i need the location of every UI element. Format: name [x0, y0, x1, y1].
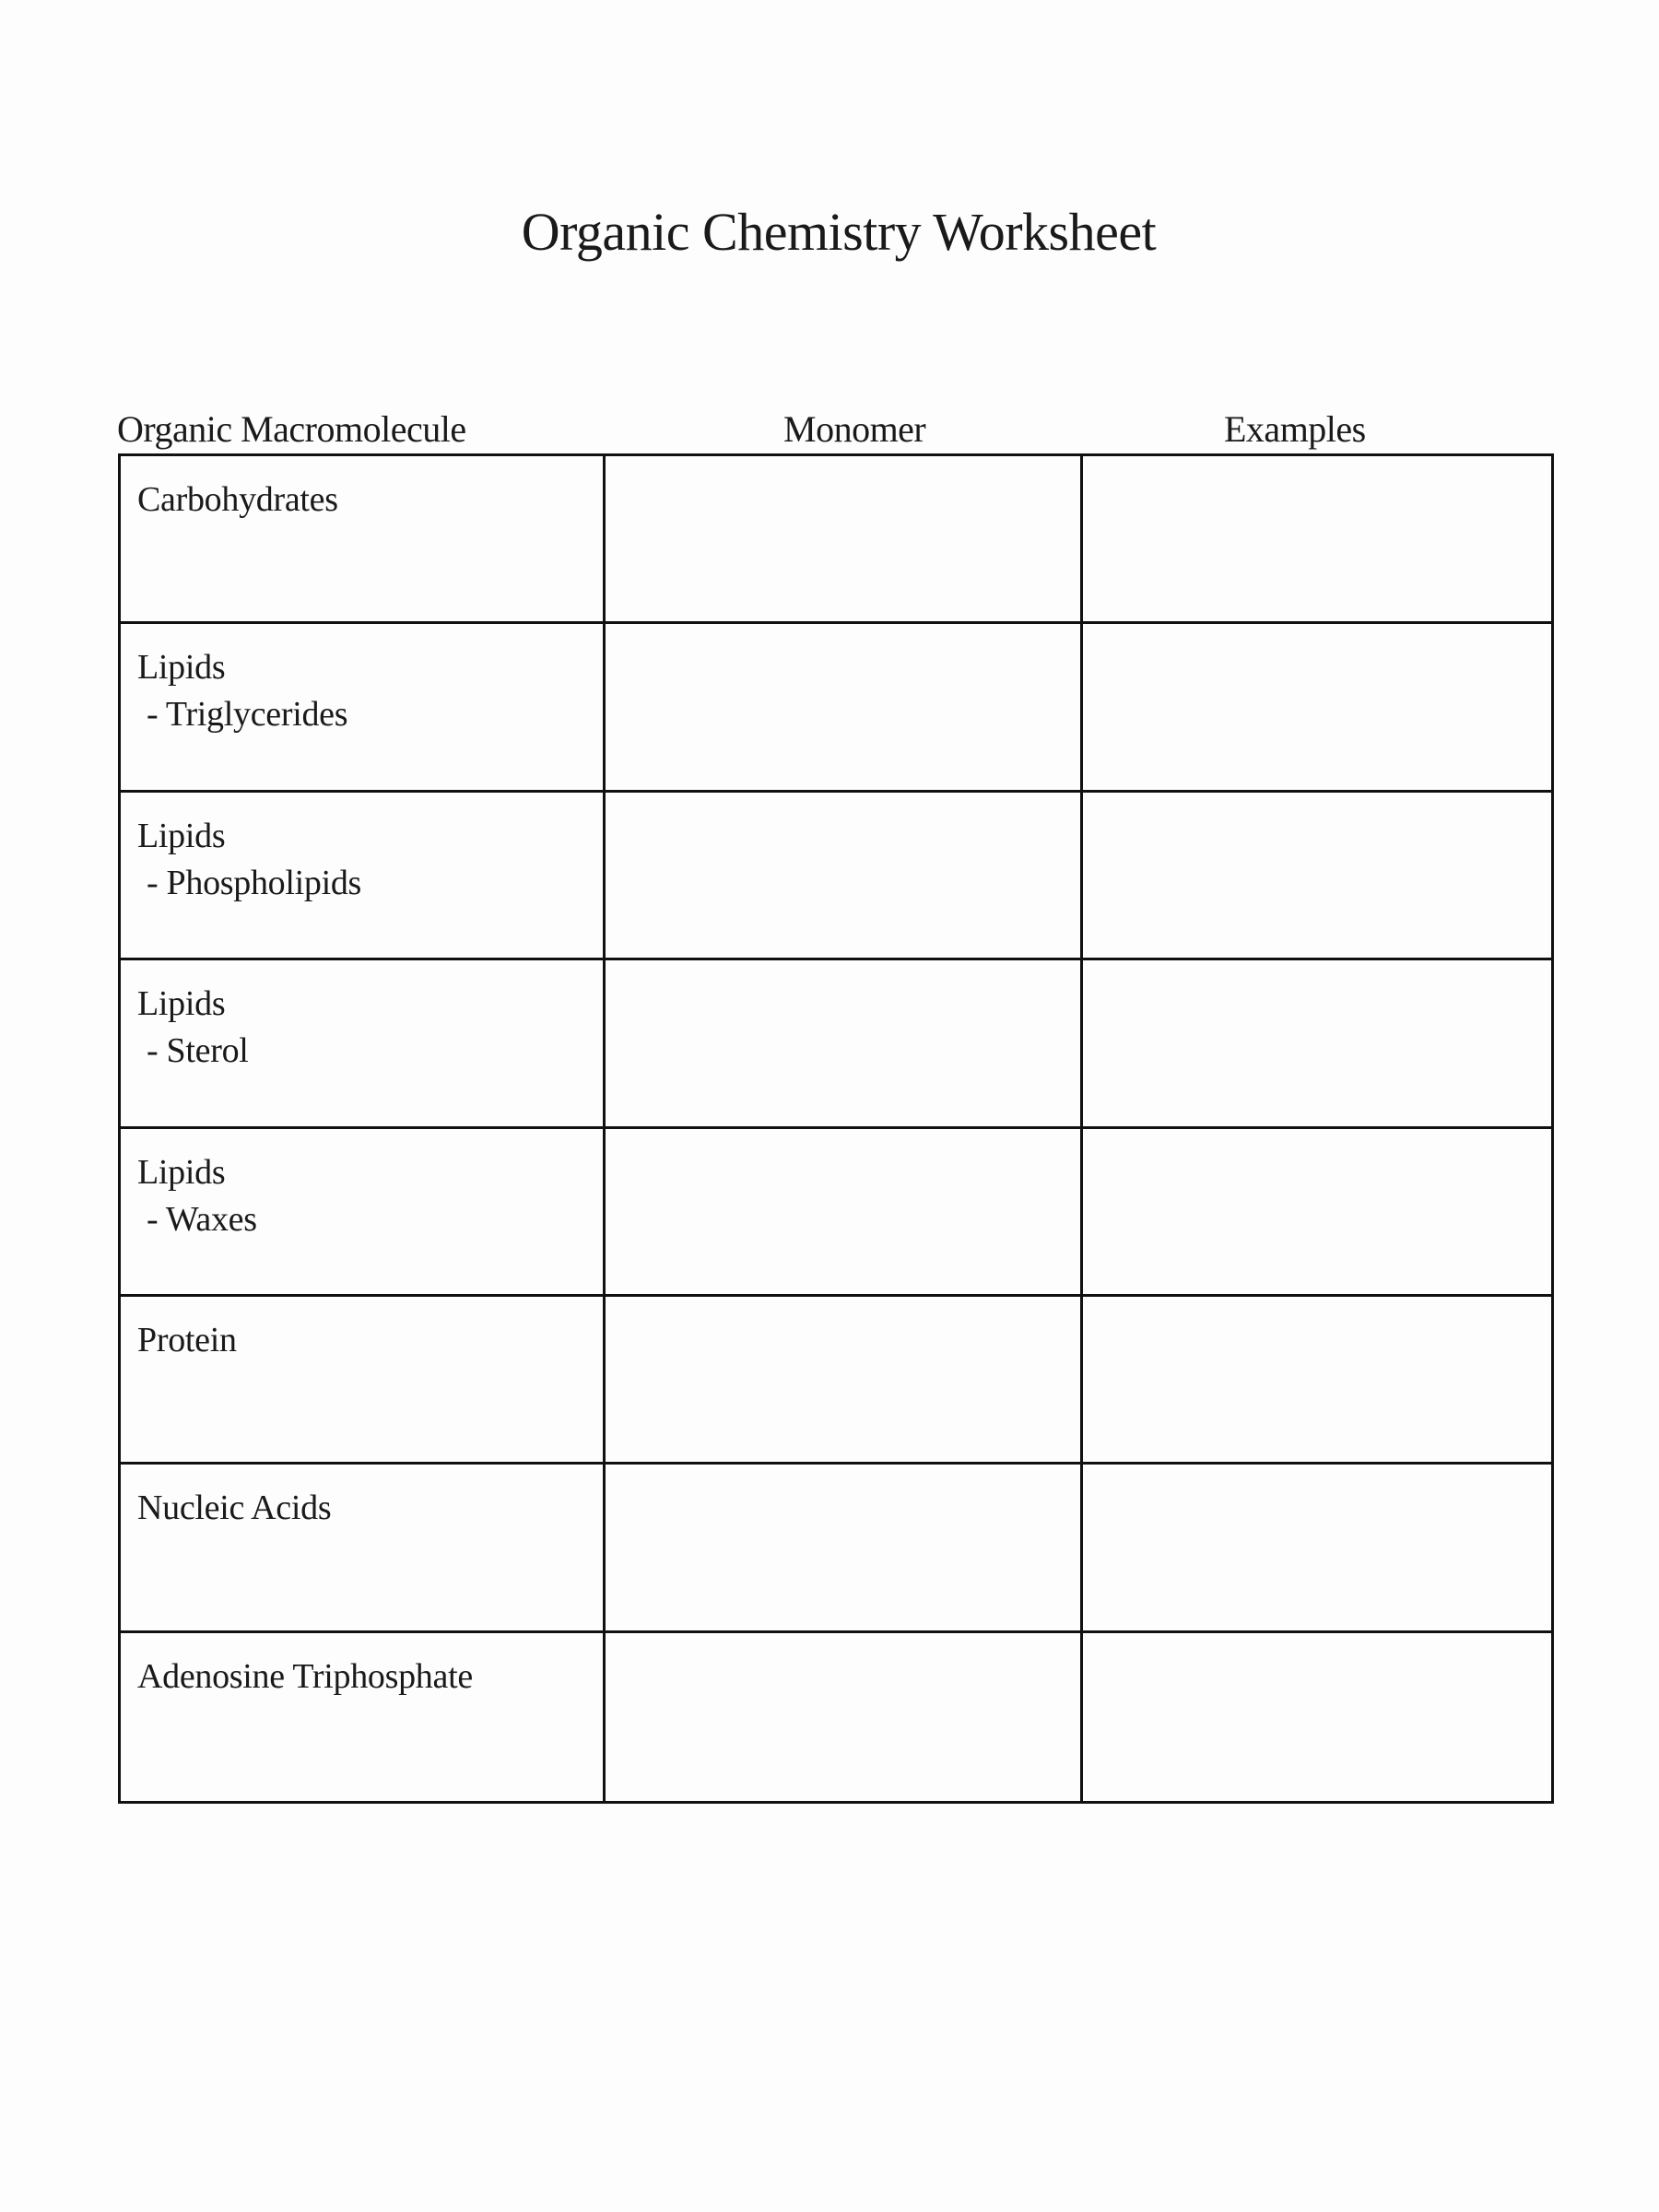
monomer-answer-cell[interactable] [606, 1297, 1083, 1465]
examples-answer-cell[interactable] [1083, 1465, 1551, 1632]
macromolecule-subtype: - Triglycerides [147, 695, 348, 735]
macromolecule-subtype: - Waxes [147, 1199, 257, 1239]
macromolecule-name: Lipids [137, 648, 226, 688]
page-title: Organic Chemistry Worksheet [521, 202, 1157, 262]
macromolecule-name: Protein [137, 1320, 237, 1359]
macromolecule-name: Lipids [137, 984, 226, 1024]
macromolecule-name: Lipids [137, 1152, 226, 1192]
macromolecule-cell [121, 793, 606, 960]
header-organic-macromolecule: Organic Macromolecule [117, 408, 466, 450]
macromolecule-name: Nucleic Acids [137, 1488, 332, 1528]
macromolecule-cell [121, 1633, 606, 1801]
monomer-answer-cell[interactable] [606, 793, 1083, 960]
monomer-answer-cell[interactable] [606, 1129, 1083, 1297]
macromolecule-name: Lipids [137, 816, 226, 855]
examples-answer-cell[interactable] [1083, 1129, 1551, 1297]
examples-answer-cell[interactable] [1083, 793, 1551, 960]
monomer-answer-cell[interactable] [606, 960, 1083, 1128]
macromolecule-name: Adenosine Triphosphate [137, 1656, 473, 1696]
macromolecule-cell [121, 1129, 606, 1297]
examples-answer-cell[interactable] [1083, 456, 1551, 624]
monomer-answer-cell[interactable] [606, 456, 1083, 624]
examples-answer-cell[interactable] [1083, 960, 1551, 1128]
macromolecule-cell [121, 456, 606, 624]
macromolecule-cell [121, 1297, 606, 1465]
macromolecule-name: Carbohydrates [137, 480, 338, 519]
macromolecule-cell [121, 624, 606, 792]
header-examples: Examples [1224, 408, 1366, 450]
header-monomer: Monomer [783, 408, 926, 450]
macromolecule-cell [121, 960, 606, 1128]
examples-answer-cell[interactable] [1083, 1633, 1551, 1801]
macromolecule-subtype: - Phospholipids [147, 863, 362, 902]
monomer-answer-cell[interactable] [606, 1465, 1083, 1632]
monomer-answer-cell[interactable] [606, 1633, 1083, 1801]
examples-answer-cell[interactable] [1083, 1297, 1551, 1465]
macromolecule-cell [121, 1465, 606, 1632]
examples-answer-cell[interactable] [1083, 624, 1551, 792]
macromolecule-subtype: - Sterol [147, 1031, 249, 1071]
monomer-answer-cell[interactable] [606, 624, 1083, 792]
worksheet-table [118, 453, 1554, 1804]
